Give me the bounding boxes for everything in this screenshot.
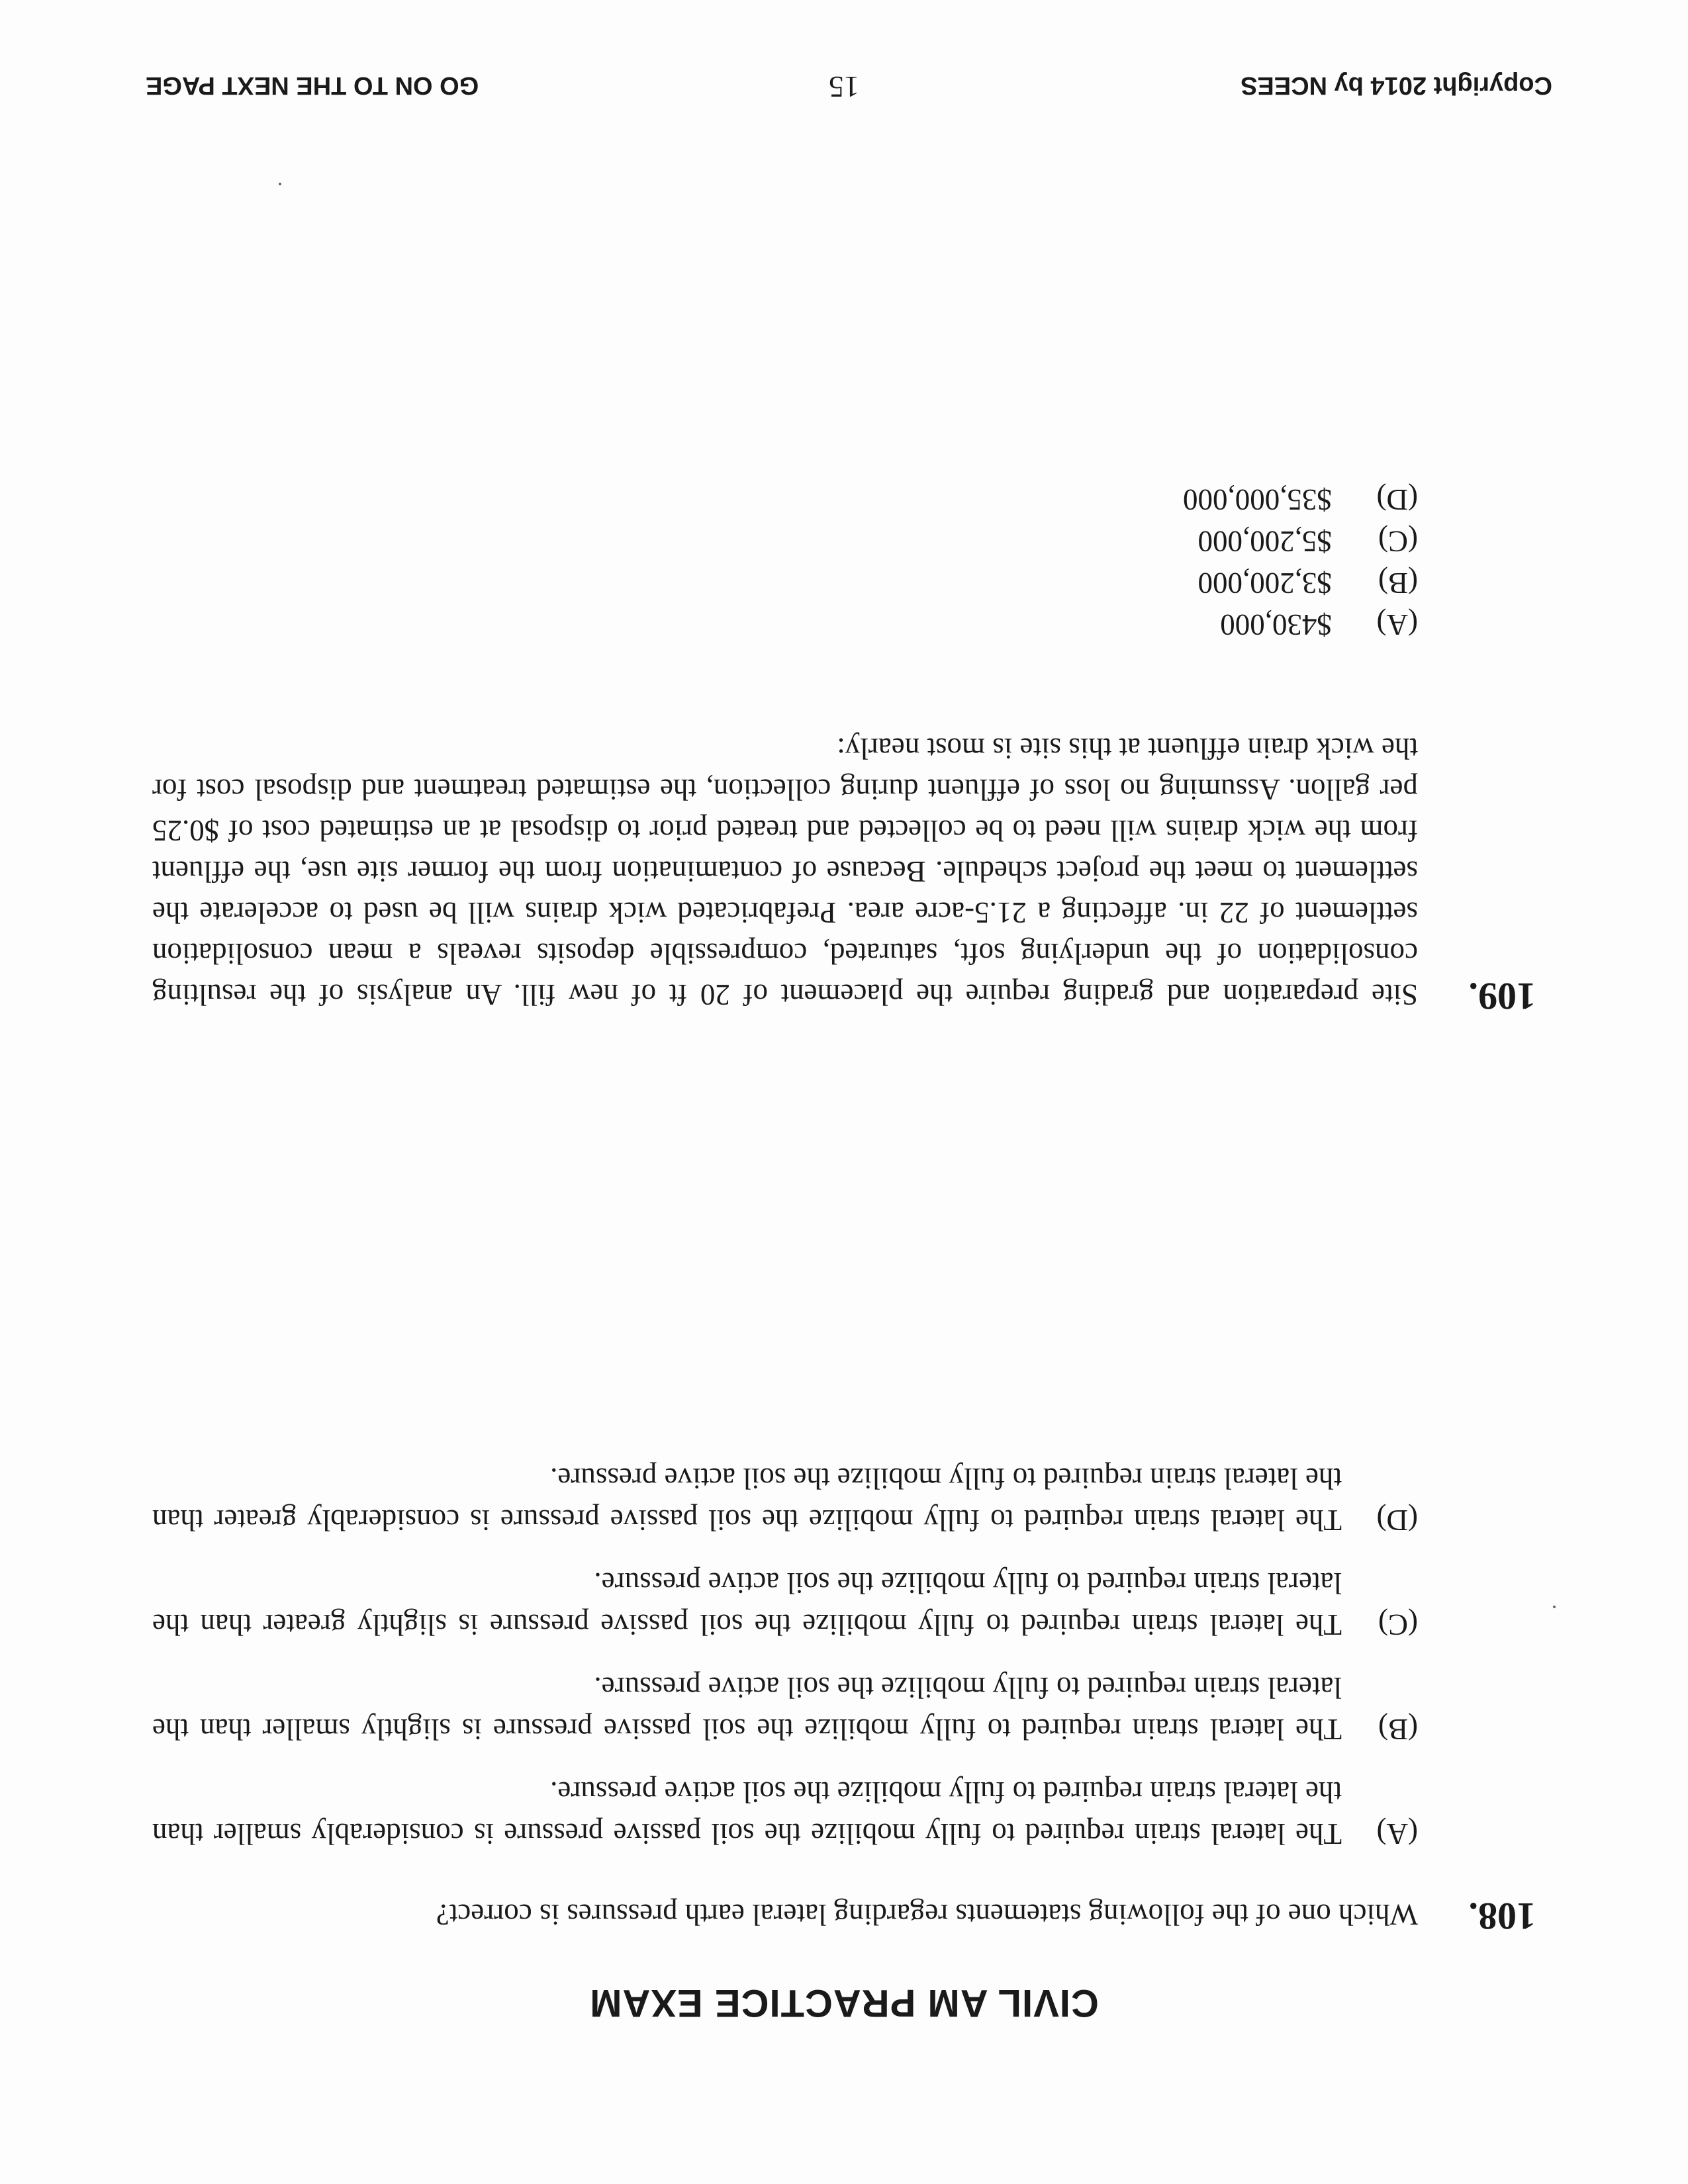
option-letter: (A) — [1376, 608, 1418, 641]
answer-option-a[interactable] — [152, 1771, 1418, 1854]
option-text: The lateral strain required to fully mobilize the soil passive pressure is slightly smaller than the lateral strain required to fully mobilize the soil active pressure. — [152, 1671, 1342, 1746]
question-number: 109. — [1468, 975, 1536, 1018]
question-stem: Which one of the following statements regarding lateral earth pressures is correct? — [436, 1898, 1418, 1931]
option-letter: (C) — [1378, 525, 1418, 558]
question-stem: Site preparation and grading require the placement of 20 ft of new fill. An analysis of the resulting consolidation of the underlying soft, saturated, compressible deposits reveals a mean consolidation settlement of 22 in. affecting a 21.5-acre area. Prefabricated wick drains will be used to accelerate the settlement to meet the project schedule. Because of contamination from the former site use, the effluent from the wick drains will need to be collected and treated prior to disposal at an estimated cost of $0.25 per gallon. Assuming no loss of effluent during collection, the estimated treatment and disposal cost for the wick drain effluent at this site is most nearly: — [152, 732, 1418, 1011]
option-letter: (B) — [1378, 1713, 1418, 1746]
copyright-notice: Copyright 2014 by NCEES — [1241, 71, 1552, 99]
answer-option-b[interactable] — [152, 562, 1418, 604]
option-letter: (D) — [1376, 483, 1418, 516]
option-text: The lateral strain required to fully mobilize the soil passive pressure is considerably smaller than the lateral strain required to fully mobilize the soil active pressure. — [152, 1776, 1342, 1850]
question-number: 108. — [1468, 1895, 1536, 1938]
answer-option-d[interactable] — [152, 478, 1418, 520]
answer-options — [152, 478, 1418, 645]
option-text: The lateral strain required to fully mobilize the soil passive pressure is slightly greater than the lateral strain required to fully mobilize the soil active pressure. — [152, 1567, 1342, 1641]
option-text: The lateral strain required to fully mobilize the soil passive pressure is considerably greater than the lateral strain required to fully mobilize the soil active pressure. — [152, 1462, 1342, 1537]
option-letter: (C) — [1378, 1608, 1418, 1641]
option-text: $5,200,000 — [1197, 525, 1332, 558]
answer-options — [152, 1436, 1418, 1854]
page-title: CIVIL AM PRACTICE EXAM — [589, 1981, 1099, 2025]
option-letter: (A) — [1376, 1817, 1418, 1850]
answer-option-c[interactable] — [152, 520, 1418, 562]
answer-option-b[interactable] — [152, 1666, 1418, 1750]
scan-speck — [1553, 1606, 1556, 1608]
answer-option-a[interactable] — [152, 604, 1418, 645]
answer-option-d[interactable] — [152, 1457, 1418, 1541]
answer-option-c[interactable] — [152, 1562, 1418, 1645]
option-text: $3,200,000 — [1197, 567, 1332, 600]
scan-speck — [279, 183, 281, 185]
option-text: $430,000 — [1220, 608, 1332, 641]
option-letter: (B) — [1378, 567, 1418, 600]
option-letter: (D) — [1376, 1504, 1418, 1537]
option-text: $35,000,000 — [1183, 483, 1332, 516]
page-number: 15 — [829, 70, 859, 104]
next-page-notice: GO ON TO THE NEXT PAGE — [146, 71, 479, 99]
